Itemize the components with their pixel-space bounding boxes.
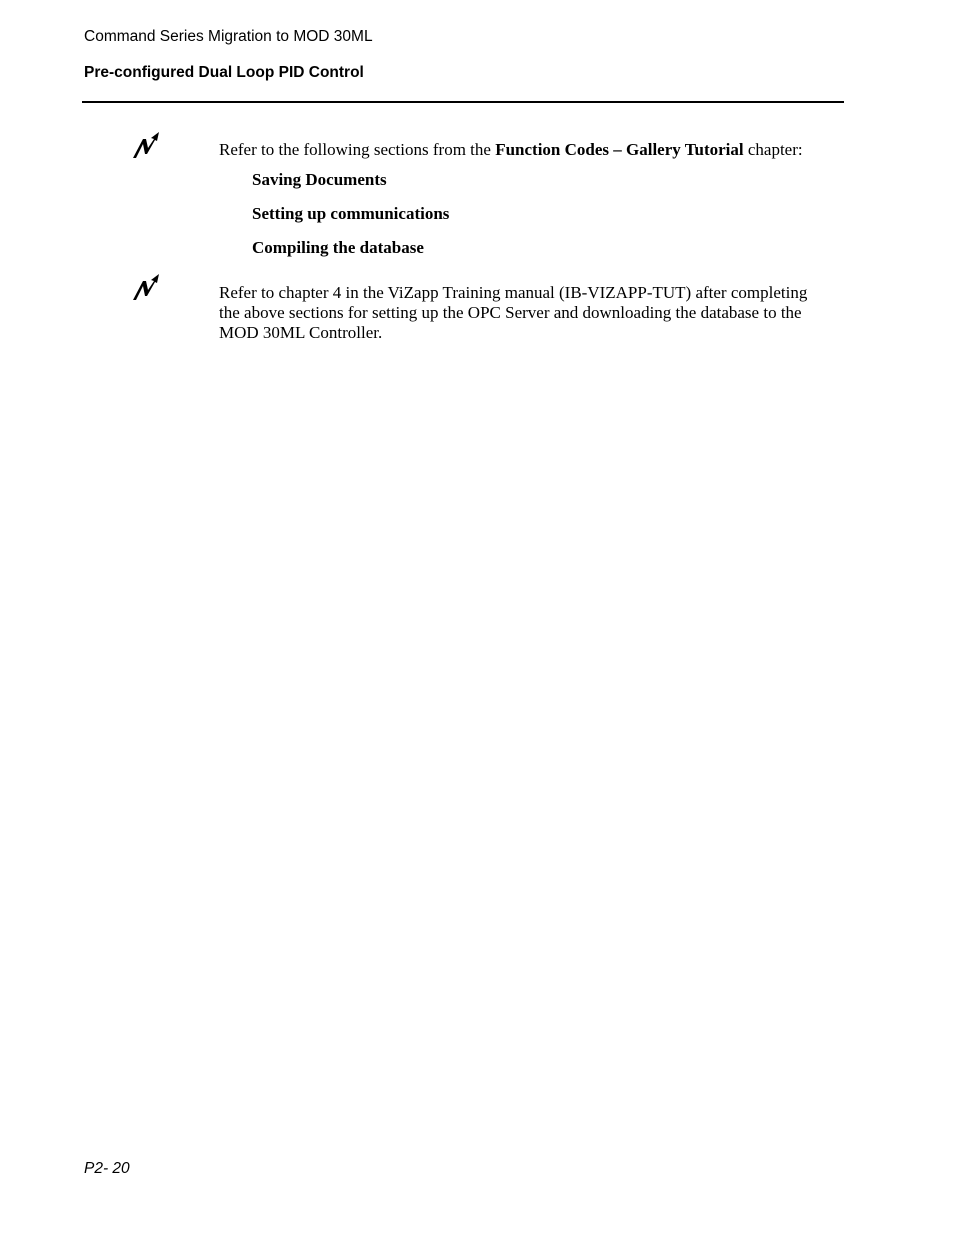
note-paragraph-1: [219, 140, 803, 160]
lightning-icon-graphic: [132, 273, 160, 301]
note-paragraph-2: [219, 283, 807, 343]
lightning-icon: [132, 131, 160, 159]
note1-text-after: chapter:: [743, 140, 803, 159]
lightning-icon-graphic: [132, 131, 160, 159]
lightning-icon: [132, 273, 160, 301]
section-reference-item: Saving Documents: [252, 170, 387, 189]
note1-text-before: Refer to the following sections from the: [219, 140, 496, 159]
header-divider: [82, 101, 844, 103]
running-header-title: Command Series Migration to MOD 30ML: [84, 28, 373, 45]
note1-chapter-reference: Function Codes – Gallery Tutorial: [495, 140, 744, 159]
page-number: P2- 20: [84, 1160, 130, 1177]
section-reference-item: Setting up communications: [252, 204, 450, 223]
note2-line: the above sections for setting up the OPC Server and downloading the database to the: [219, 303, 802, 322]
note2-line: Refer to chapter 4 in the ViZapp Training manual (IB-VIZAPP-TUT) after completing: [219, 283, 808, 302]
section-reference-item: Compiling the database: [252, 238, 424, 257]
running-header-section: Pre-configured Dual Loop PID Control: [84, 64, 364, 81]
note2-line: MOD 30ML Controller.: [219, 323, 383, 342]
